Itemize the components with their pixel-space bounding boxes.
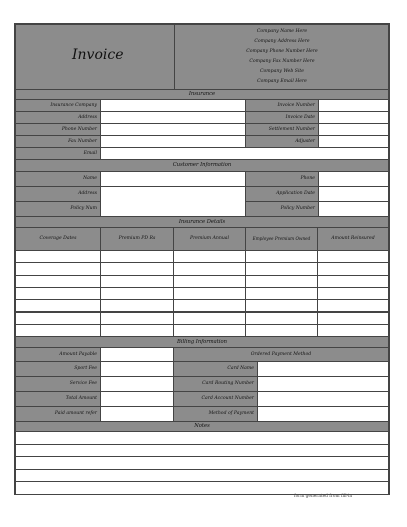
customer-name-label: Name (83, 176, 97, 181)
customer-phone-field[interactable] (318, 171, 389, 187)
customer-address-field[interactable] (100, 186, 246, 217)
notes-section-title: Notes (194, 423, 210, 429)
card-account-label: Card Account Number (201, 396, 254, 401)
details-cell[interactable] (15, 287, 101, 300)
notes-line[interactable] (15, 444, 389, 458)
column-header (100, 227, 174, 251)
details-cell[interactable] (15, 262, 101, 275)
application-date-field[interactable] (318, 186, 389, 202)
insurance-section-title: Insurance (188, 91, 216, 97)
coverage-dates-header: Coverage Dates (39, 236, 77, 241)
label-cell (173, 391, 258, 407)
label-cell (15, 361, 101, 377)
label-cell (15, 376, 101, 392)
notes-line[interactable] (15, 431, 389, 445)
company-website: Company Web Site (260, 69, 304, 74)
invoice-date-label: Invoice Date (285, 115, 315, 120)
details-cell[interactable] (317, 287, 389, 300)
phone-number-label: Phone Number (61, 127, 97, 132)
company-address: Company Address Here (254, 39, 310, 44)
employee-premium-header: Employee Premium Owned (252, 236, 311, 241)
customer-address-label: Address (78, 191, 97, 196)
details-cell[interactable] (15, 299, 101, 312)
service-fee-label: Service Fee (69, 381, 97, 386)
payment-method-header: Ordered Payment Method (250, 352, 312, 357)
premium-annual-header: Premium Annual (189, 236, 229, 241)
invoice-title: Invoice (72, 47, 124, 63)
label-cell (15, 186, 101, 202)
details-cell[interactable] (100, 312, 174, 325)
label-cell (15, 347, 101, 362)
details-cell[interactable] (173, 275, 246, 288)
company-fax: Company Fax Number Here (249, 59, 315, 64)
adjuster-label: Adjuster (295, 139, 315, 144)
invoice-number-label: Invoice Number (277, 103, 315, 108)
label-cell (245, 171, 319, 187)
label-cell (15, 391, 101, 407)
premium-pd-header: Premium PD Rs (118, 236, 156, 241)
company-email: Company Email Here (257, 79, 307, 84)
policy-num-label: Policy Num (70, 206, 97, 211)
insurance-company-label: Insurance Company (50, 103, 97, 108)
details-cell[interactable] (245, 312, 318, 325)
billing-section-title: Billing Information (177, 339, 227, 345)
label-cell (173, 406, 258, 422)
details-cell[interactable] (245, 287, 318, 300)
details-cell[interactable] (317, 312, 389, 325)
label-cell (15, 171, 101, 187)
method-of-payment-label: Method of Payment (208, 411, 254, 416)
card-name-field[interactable] (257, 361, 389, 377)
paid-amount-field[interactable] (100, 406, 174, 422)
label-cell (173, 361, 258, 377)
notes-line[interactable] (15, 456, 389, 470)
details-cell[interactable] (317, 299, 389, 312)
customer-name-field[interactable] (100, 171, 246, 187)
footer-text: form generated from fill-in (294, 494, 353, 499)
label-cell (15, 201, 101, 217)
total-amount-field[interactable] (100, 391, 174, 407)
application-date-label: Application Date (276, 191, 315, 196)
details-cell[interactable] (100, 262, 174, 275)
sport-fee-label: Sport Fee (74, 366, 97, 371)
email-label: Email (83, 151, 97, 156)
label-cell (173, 376, 258, 392)
amount-payable-field[interactable] (100, 347, 174, 362)
company-info-box (174, 24, 389, 90)
company-name: Company Name Here (256, 29, 308, 34)
details-cell[interactable] (15, 250, 101, 263)
fax-number-label: Fax Number (68, 139, 97, 144)
amount-reinsured-header: Amount Reinsured (331, 236, 375, 241)
amount-payable-label: Amount Payable (59, 352, 97, 357)
card-routing-label: Card Routing Number (202, 381, 254, 386)
policy-number-label: Policy Number (280, 206, 315, 211)
details-cell[interactable] (245, 262, 318, 275)
details-cell[interactable] (317, 262, 389, 275)
card-name-label: Card Name (227, 366, 254, 371)
details-section-title: Insurance Details (178, 219, 226, 225)
paid-amount-label: Paid amount refer (54, 411, 97, 416)
details-cell[interactable] (245, 250, 318, 263)
details-cell[interactable] (100, 250, 174, 263)
column-header (15, 227, 101, 251)
notes-line[interactable] (15, 469, 389, 483)
details-cell[interactable] (100, 299, 174, 312)
details-cell[interactable] (15, 312, 101, 325)
details-cell[interactable] (173, 312, 246, 325)
payment-method-header-cell (173, 347, 389, 362)
details-cell[interactable] (245, 275, 318, 288)
details-cell[interactable] (100, 287, 174, 300)
label-cell (245, 201, 319, 217)
label-cell (15, 406, 101, 422)
customer-section-title: Customer Information (172, 162, 232, 168)
details-cell[interactable] (173, 287, 246, 300)
details-cell[interactable] (173, 262, 246, 275)
notes-line[interactable] (15, 481, 389, 495)
title-box (15, 24, 175, 90)
address-label: Address (78, 115, 97, 120)
total-amount-label: Total Amount (65, 396, 97, 401)
details-cell[interactable] (173, 250, 246, 263)
sport-fee-field[interactable] (100, 361, 174, 377)
column-header (317, 227, 389, 251)
details-cell[interactable] (245, 299, 318, 312)
details-cell[interactable] (100, 275, 174, 288)
card-routing-field[interactable] (257, 376, 389, 392)
policy-number-field[interactable] (318, 201, 389, 217)
column-header (245, 227, 318, 251)
label-cell (245, 186, 319, 202)
method-of-payment-field[interactable] (257, 406, 389, 422)
customer-phone-label: Phone (300, 176, 315, 181)
details-cell[interactable] (317, 250, 389, 263)
settlement-number-label: Settlement Number (268, 127, 315, 132)
details-cell[interactable] (173, 299, 246, 312)
details-cell[interactable] (15, 275, 101, 288)
invoice-form (14, 23, 390, 495)
company-phone: Company Phone Number Here (246, 49, 318, 54)
service-fee-field[interactable] (100, 376, 174, 392)
details-cell[interactable] (317, 275, 389, 288)
column-header (173, 227, 246, 251)
card-account-field[interactable] (257, 391, 389, 407)
